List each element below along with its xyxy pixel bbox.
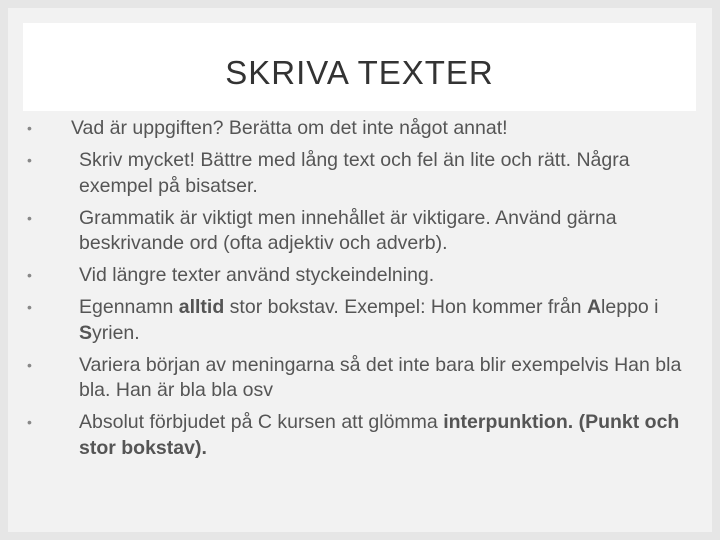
bullet-text: Grammatik är viktigt men innehållet är viktigare. Använd gärna beskrivande ord (ofta adjektiv och adverb). <box>79 206 617 254</box>
bullet-text-part: leppo i <box>601 296 659 318</box>
title-box <box>23 23 696 111</box>
bullet-text-bold: A <box>586 296 602 318</box>
bullet-icon: • <box>27 267 32 283</box>
bullet-icon: • <box>27 299 32 315</box>
slide-title: SKRIVA TEXTER <box>225 54 494 91</box>
bullet-text: Variera början av meningarna så det inte bara blir exempelvis Han bla bla. Han är bla bla osv <box>79 353 682 401</box>
bullet-text-part: stor bokstav. Exempel: Hon kommer från <box>224 296 587 318</box>
bullet-item <box>8 353 698 404</box>
bullet-item <box>8 148 698 199</box>
bullet-item <box>8 263 698 289</box>
bullet-icon: • <box>27 209 32 226</box>
bullet-icon: • <box>27 356 32 373</box>
slide <box>8 8 712 532</box>
bullet-item <box>8 206 698 257</box>
bullet-text-part: Absolut förbjudet på C kursen att glömma <box>79 411 444 433</box>
bullet-list <box>8 116 698 468</box>
bullet-icon: • <box>27 120 32 136</box>
bullet-text: Vad är uppgiften? Berätta om det inte något annat! <box>71 117 508 139</box>
bullet-text: Vid längre texter använd styckeindelning. <box>79 264 435 286</box>
bullet-text-bold: interpunktion. (Punkt och stor bokstav). <box>79 411 680 459</box>
bullet-icon: • <box>27 414 32 430</box>
bullet-text-bold: alltid <box>178 296 225 318</box>
bullet-icon: • <box>27 152 32 168</box>
bullet-item <box>8 295 698 346</box>
bullet-text-part: yrien. <box>92 321 140 344</box>
bullet-item <box>8 410 698 461</box>
bullet-text: Skriv mycket! Bättre med lång text och fel än lite och rätt. Några exempel på bisatser. <box>79 149 630 197</box>
bullet-text-bold: S <box>79 321 93 344</box>
bullet-item <box>8 116 698 142</box>
bullet-text-part: Egennamn <box>79 296 179 318</box>
